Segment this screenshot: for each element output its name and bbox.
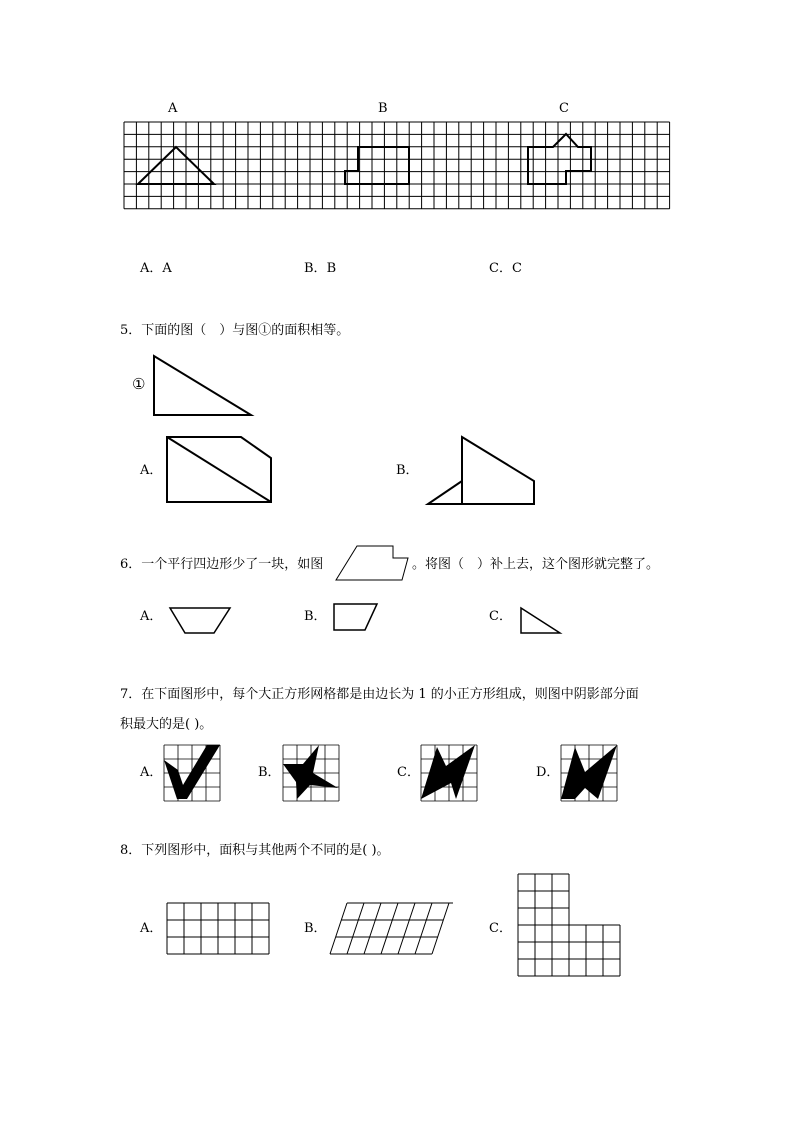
q7-option-d[interactable]: D．: [536, 765, 560, 780]
q7-option-a[interactable]: A．: [140, 765, 163, 780]
q5-option-b[interactable]: B．: [396, 463, 419, 478]
q8-option-c-l-shape-grid: [518, 874, 620, 976]
q7-option-c[interactable]: C．: [397, 765, 420, 780]
q6-option-a[interactable]: A．: [140, 609, 163, 624]
q8-option-b[interactable]: B．: [304, 921, 327, 936]
q7-option-b[interactable]: B．: [258, 765, 281, 780]
q8-option-a[interactable]: A．: [140, 921, 163, 936]
q7-stem-line1: 7．在下面图形中，每个大正方形网格都是由边长为 1 的小正方形组成，则图中阴影部分面: [120, 687, 639, 702]
q7-stem-line2: 积最大的是( )。: [120, 717, 213, 732]
q4-figure-label-b: B: [378, 101, 388, 116]
q4-figure-label-c: C: [559, 101, 569, 116]
q8-stem: 8．下列图形中，面积与其他两个不同的是( )。: [120, 843, 390, 858]
q5-ref-label: ①: [132, 375, 146, 393]
q8-option-c[interactable]: C．: [489, 921, 512, 936]
q4-option-a[interactable]: A．A: [140, 261, 172, 276]
q6-option-c[interactable]: C．: [489, 609, 512, 624]
q6-option-b[interactable]: B．: [304, 609, 327, 624]
q4-option-b[interactable]: B．B: [304, 261, 337, 276]
q4-option-c[interactable]: C．C: [489, 261, 522, 276]
q6-stem-part1: 6．一个平行四边形少了一块，如图: [120, 557, 324, 572]
q4-figure-label-a: A: [168, 101, 178, 116]
q8-option-b-parallelogram-grid: [330, 903, 453, 954]
q5-option-a[interactable]: A．: [140, 463, 163, 478]
q8-option-a-rectangle-grid: [167, 903, 269, 954]
q5-stem: 5．下面的图（ ）与图①的面积相等。: [120, 323, 350, 338]
q6-stem-part2: 。将图（ ）补上去，这个图形就完整了。: [412, 557, 660, 572]
